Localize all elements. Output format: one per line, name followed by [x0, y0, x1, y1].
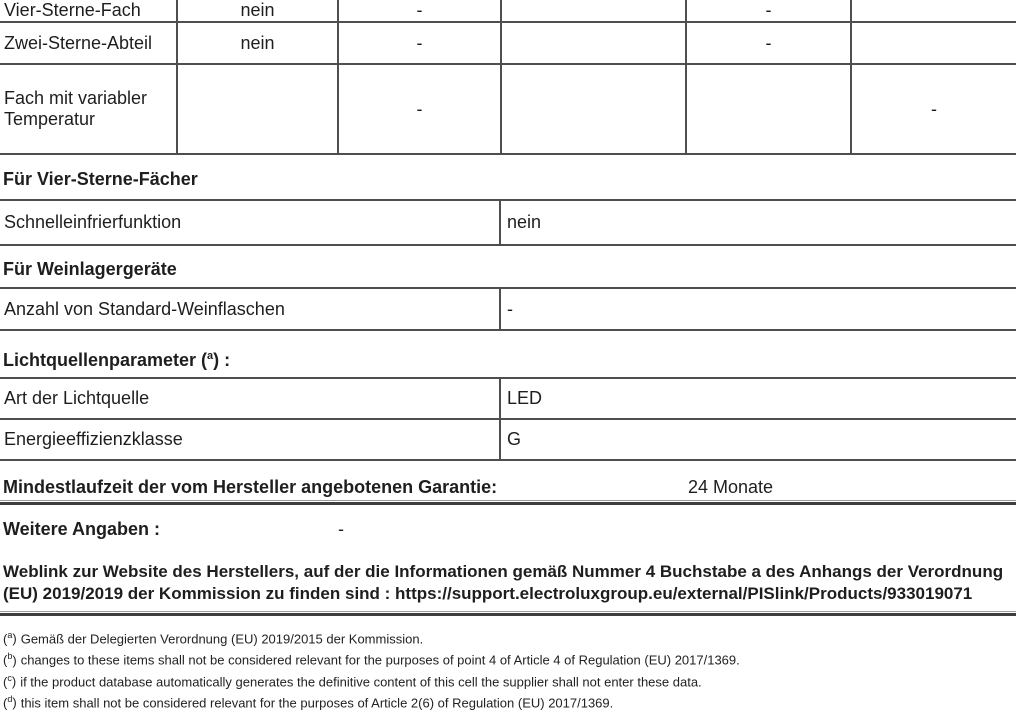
- table-row: [0, 22, 1016, 64]
- row-label: Zwei-Sterne-Abteil: [0, 22, 177, 64]
- footnotes: [0, 628, 1016, 710]
- light-source-table: [0, 377, 1016, 461]
- table-cell: [686, 64, 851, 154]
- guarantee-label: Mindestlaufzeit der vom Hersteller angebotenen Garantie:: [3, 477, 498, 497]
- footnote-a: [3, 628, 1016, 646]
- footnote-text: if the product database automatically generates the definitive content of this cell the supplier shall not enter these data.: [20, 673, 702, 689]
- table-cell: [851, 22, 1016, 64]
- row-label: Art der Lichtquelle: [0, 378, 500, 419]
- horizontal-rule: [0, 500, 1016, 505]
- footnote-marker: ): [11, 673, 17, 689]
- wine-table: [0, 287, 1016, 331]
- row-value: -: [500, 288, 1016, 330]
- table-row: [0, 64, 1016, 154]
- additional-info-value: -: [338, 519, 344, 539]
- table-cell: -: [338, 22, 501, 64]
- section-heading-four-star: Für Vier-Sterne-Fächer: [3, 169, 198, 189]
- row-label: Schnelleinfrierfunktion: [0, 200, 500, 245]
- footnote-letter: a: [7, 630, 13, 640]
- additional-info-label: Weitere Angaben :: [3, 519, 161, 539]
- table-row: [0, 0, 1016, 22]
- footnote-marker: ): [12, 652, 17, 668]
- weblink-line: (EU) 2019/2019 der Kommission zu finden sind : https://support.electroluxgroup.eu/external/PISlink/Products/933019071: [3, 584, 973, 603]
- row-label: Energieeffizienzklasse: [0, 419, 500, 460]
- footnote-marker: (: [3, 631, 8, 647]
- table-row: [0, 419, 1016, 460]
- footnote-marker: ): [12, 631, 17, 647]
- footnote-letter: d: [7, 693, 13, 704]
- compartments-table: [0, 0, 1016, 155]
- table-cell: nein: [177, 0, 338, 22]
- guarantee-value: 24 Monate: [688, 477, 774, 497]
- table-cell: [851, 0, 1016, 22]
- table-cell: [501, 0, 686, 22]
- horizontal-rule: [0, 611, 1016, 616]
- table-cell: -: [338, 64, 501, 154]
- section-heading-light-source: [0, 345, 1016, 371]
- row-value: nein: [500, 200, 1016, 245]
- table-cell: [501, 22, 686, 64]
- row-label: Fach mit variabler Temperatur: [0, 64, 177, 154]
- heading-text: Lichtquellenparameter (: [3, 350, 208, 370]
- footnote-text: Gemäß der Delegierten Verordnung (EU) 2019/2015 der Kommission.: [20, 631, 424, 647]
- table-cell: -: [686, 0, 851, 22]
- row-value: LED: [500, 378, 1016, 419]
- footnote-ref-a: a: [207, 350, 214, 362]
- row-label: Vier-Sterne-Fach: [0, 0, 177, 22]
- footnote-marker: ): [12, 695, 17, 711]
- table-cell: -: [851, 64, 1016, 154]
- table-cell: [177, 64, 338, 154]
- footnote-d: [3, 692, 1016, 710]
- table-cell: -: [338, 0, 501, 22]
- four-star-table: [0, 199, 1016, 246]
- footnote-c: [3, 671, 1016, 689]
- weblink-line: Weblink zur Website des Herstellers, auf der die Informationen gemäß Nummer 4 Buchstabe a des Anhangs der Verordnung: [3, 562, 1004, 581]
- table-row: [0, 378, 1016, 419]
- footnote-text: changes to these items shall not be considered relevant for the purposes of point 4 of Article 4 of Regulation (EU) 2017/1369.: [20, 652, 740, 668]
- table-cell: nein: [177, 22, 338, 64]
- footnote-b: [3, 649, 1016, 667]
- footnote-text: this item shall not be considered relevant for the purposes of Article 2(6) of Regulation (EU) 2017/1369.: [20, 695, 614, 711]
- table-row: [0, 200, 1016, 245]
- footnote-letter: c: [7, 672, 12, 683]
- row-label: Anzahl von Standard-Weinflaschen: [0, 288, 500, 330]
- heading-text: ) :: [213, 350, 231, 370]
- footnote-marker: (: [3, 695, 8, 711]
- table-cell: -: [686, 22, 851, 64]
- section-heading-wine: Für Weinlagergeräte: [3, 259, 177, 279]
- table-cell: [501, 64, 686, 154]
- weblink-paragraph: [0, 561, 1016, 605]
- guarantee-line: [0, 476, 1016, 498]
- row-value: G: [500, 419, 1016, 460]
- additional-info-line: [0, 518, 1016, 540]
- footnote-letter: b: [7, 651, 13, 662]
- footnote-marker: (: [3, 673, 8, 689]
- footnote-marker: (: [3, 652, 8, 668]
- table-row: [0, 288, 1016, 330]
